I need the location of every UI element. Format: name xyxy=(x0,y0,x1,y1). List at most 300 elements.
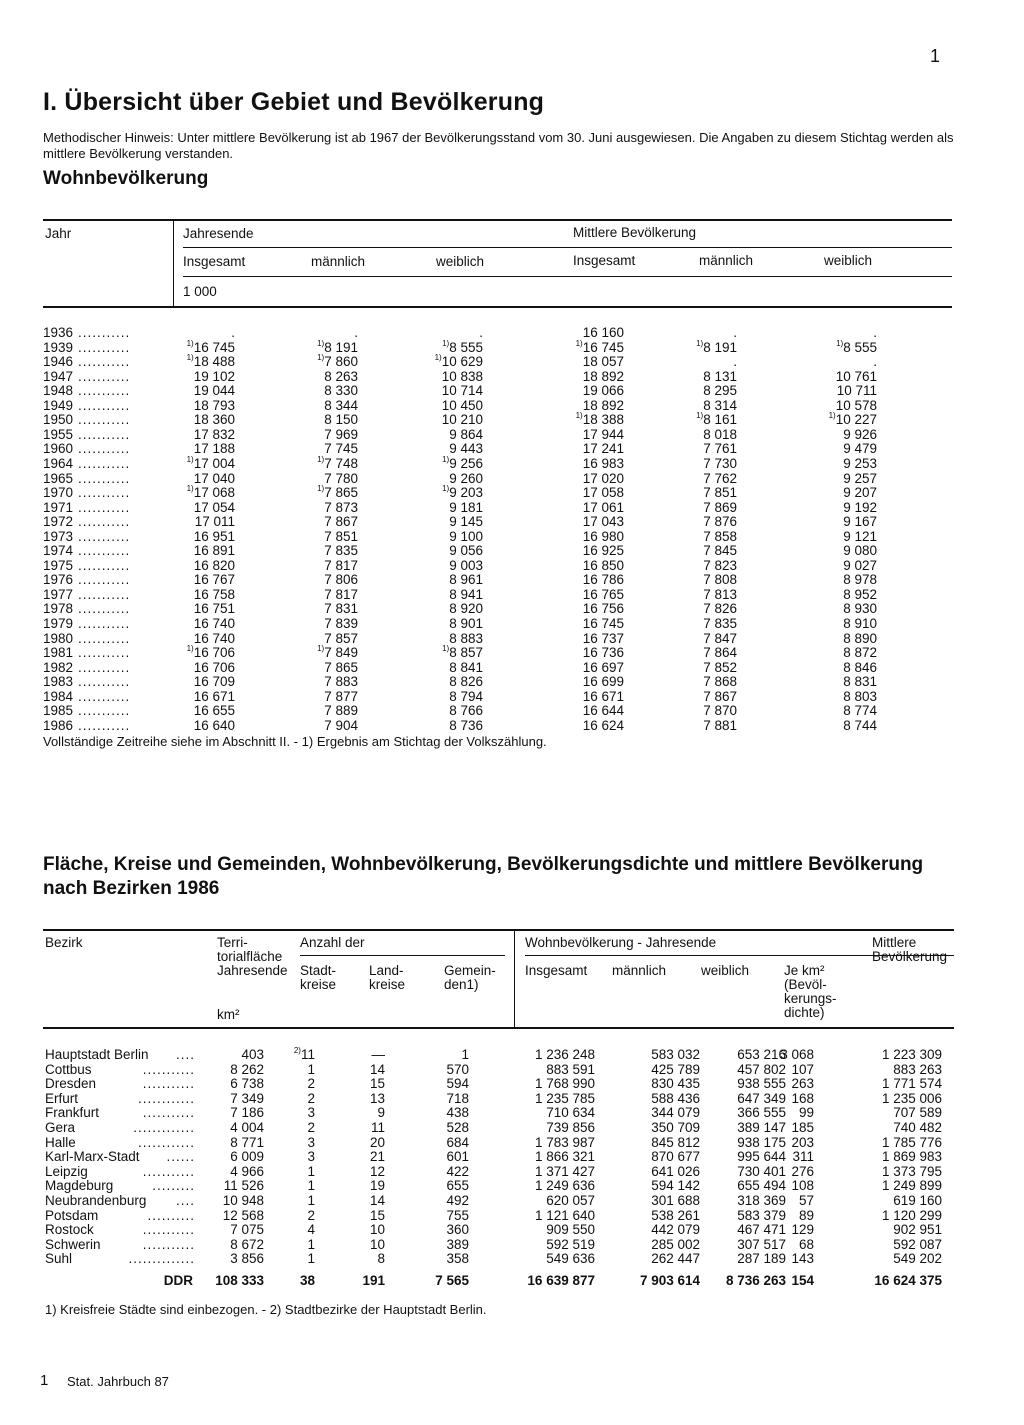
table1-vertical-rule xyxy=(173,221,174,307)
leader-dots: ........... xyxy=(78,485,131,501)
table2-cell-flaeche: 8 771 xyxy=(230,1134,264,1150)
table1-cell-jahresende-maennlich: 7 873 xyxy=(324,499,358,515)
table2-cell-weiblich: 653 216 xyxy=(737,1047,786,1062)
table1-cell-mittlere-maennlich: 7 845 xyxy=(703,543,737,559)
table1-row xyxy=(0,485,1024,499)
table1-header-maennlich-1: männlich xyxy=(311,254,366,269)
table2-cell-stadtkreise: 2 xyxy=(307,1120,315,1135)
table2-header-dichte-3: kerungs- xyxy=(784,991,837,1006)
table2-header-flaeche-3: Jahresende xyxy=(217,963,288,978)
table2-cell-dichte: 154 xyxy=(791,1273,814,1288)
table2-cell-gemeinden: 528 xyxy=(446,1120,469,1135)
table1-footnote: Vollständige Zeitreihe siehe im Abschnitt II. - 1) Ergebnis am Stichtag der Volkszählung. xyxy=(43,734,547,749)
table2-cell-maennlich: 344 079 xyxy=(651,1105,700,1121)
table1-cell-mittlere-insgesamt: 19 066 xyxy=(582,383,624,399)
table2-title-line1: Fläche, Kreise und Gemeinden, Wohnbevölkerung, Bevölkerungsdichte und mittlere Bevölkerung xyxy=(43,854,924,875)
table1-cell-jahresende-weiblich: 10 450 xyxy=(441,397,483,413)
table2-cell-stadtkreise: 1 xyxy=(307,1178,315,1194)
table1-cell-mittlere-insgesamt: 16 925 xyxy=(582,543,624,559)
leader-dots: ........... xyxy=(78,499,131,515)
table2-cell-dichte: 168 xyxy=(791,1090,814,1106)
table2-cell-gemeinden: 358 xyxy=(446,1251,469,1267)
table2-row xyxy=(0,1222,1024,1236)
table1-cell-jahresende-maennlich: 8 344 xyxy=(324,397,358,413)
table1-cell-jahresende-weiblich: $^{1)}$9 256 xyxy=(442,454,483,471)
table1-cell-jahresende-insgesamt: 16 709 xyxy=(193,674,235,690)
table2-row xyxy=(0,1164,1024,1178)
table2-cell-bezirk: Suhl xyxy=(45,1251,73,1267)
table1-cell-jahresende-weiblich: $^{1)}$10 629 xyxy=(434,353,483,370)
table1-cell-mittlere-weiblich: . xyxy=(873,354,877,370)
table1-cell-jahr: 1980 xyxy=(43,630,74,646)
table1-cell-jahresende-weiblich: 8 794 xyxy=(449,688,483,704)
table1-cell-jahresende-weiblich: 9 260 xyxy=(449,470,483,486)
table2-cell-landkreise: 12 xyxy=(369,1163,385,1179)
table1-header-insgesamt-2: Insgesamt xyxy=(573,253,636,268)
table1-cell-jahresende-insgesamt: 19 102 xyxy=(193,368,235,384)
table2-cell-bezirk: Hauptstadt Berlin xyxy=(45,1047,149,1062)
table2-row xyxy=(0,1193,1024,1207)
leader-dots: ........... xyxy=(78,455,131,471)
table1-cell-mittlere-weiblich: 8 846 xyxy=(843,659,877,675)
table1-cell-jahresende-insgesamt: 17 188 xyxy=(193,441,235,457)
table1-header-maennlich-2: männlich xyxy=(699,253,754,268)
table2-cell-gemeinden: 1 xyxy=(461,1047,469,1062)
table2-cell-flaeche: 8 262 xyxy=(230,1061,264,1077)
table2-cell-weiblich: 389 147 xyxy=(737,1120,786,1135)
table1-row xyxy=(0,529,1024,543)
table2-cell-insgesamt: 1 866 321 xyxy=(534,1149,595,1165)
table2-cell-dichte: 185 xyxy=(791,1120,814,1135)
table1-cell-mittlere-insgesamt: 16 671 xyxy=(582,688,624,704)
table1-cell-jahresende-maennlich: 7 865 xyxy=(324,659,358,675)
table1-unit-rule xyxy=(183,276,952,277)
table2-cell-mittlere: 707 589 xyxy=(893,1105,942,1121)
table2-cell-flaeche: 10 948 xyxy=(222,1193,264,1208)
table1-cell-mittlere-insgesamt: 16 697 xyxy=(582,659,624,675)
table1-cell-jahresende-insgesamt: 17 832 xyxy=(193,426,235,442)
table2-header-dichte-2: (Bevöl- xyxy=(784,977,827,992)
table2-cell-weiblich: 938 555 xyxy=(737,1076,786,1092)
table1-cell-jahr: 1955 xyxy=(43,426,74,442)
table2-cell-landkreise: 8 xyxy=(377,1251,385,1267)
table1-cell-jahresende-weiblich: 9 100 xyxy=(449,528,483,544)
table1-cell-jahr: 1977 xyxy=(43,586,74,602)
table1-cell-jahresende-maennlich: 7 835 xyxy=(324,543,358,559)
table2-cell-stadtkreise: $^{2)}$11 xyxy=(293,1046,315,1062)
table2-cell-maennlich: 262 447 xyxy=(651,1251,700,1267)
table2-cell-bezirk: DDR xyxy=(163,1273,193,1288)
table1-row xyxy=(0,616,1024,630)
leader-dots: ........... xyxy=(78,397,131,413)
table2-cell-landkreise: 10 xyxy=(369,1236,385,1252)
table1-cell-jahresende-maennlich: 8 263 xyxy=(324,368,358,384)
table2-cell-mittlere: 883 263 xyxy=(893,1061,942,1077)
table2-cell-landkreise: 13 xyxy=(369,1090,385,1106)
table1-cell-jahresende-maennlich: 7 969 xyxy=(324,426,358,442)
leader-dots: ........... xyxy=(78,325,131,340)
table1-cell-jahresende-weiblich: 8 901 xyxy=(449,616,483,631)
table1-cell-jahr: 1949 xyxy=(43,397,74,413)
table1-row xyxy=(0,340,1024,354)
table1-cell-jahr: 1974 xyxy=(43,543,74,559)
table1-cell-mittlere-maennlich: 7 808 xyxy=(703,572,737,588)
page-number: 1 xyxy=(930,46,941,66)
table2-header-mittlere-2: Bevölkerung xyxy=(872,949,948,964)
leader-dots: ........... xyxy=(78,441,131,457)
table1-cell-jahr: 1981 xyxy=(43,645,74,661)
table2-cell-insgesamt: 909 550 xyxy=(546,1222,595,1238)
table2-header-bottom-rule xyxy=(43,1027,954,1029)
table2-cell-maennlich: 7 903 614 xyxy=(639,1273,700,1288)
table1-header-jahr: Jahr xyxy=(45,226,72,241)
table2-cell-weiblich: 8 736 263 xyxy=(725,1273,786,1288)
table1-top-rule xyxy=(43,219,952,221)
table2-row xyxy=(0,1076,1024,1090)
table2-cell-bezirk: Gera xyxy=(45,1120,76,1135)
leader-dots: ........... xyxy=(78,645,131,661)
table2-cell-insgesamt: 883 591 xyxy=(546,1061,595,1077)
table2-cell-insgesamt: 739 856 xyxy=(546,1120,595,1135)
table2-cell-gemeinden: 594 xyxy=(446,1076,469,1092)
table2-cell-landkreise: 20 xyxy=(369,1134,385,1150)
leader-dots: ........... xyxy=(78,616,131,631)
table1-cell-jahresende-maennlich: 7 745 xyxy=(324,441,358,457)
table2-cell-maennlich: 425 789 xyxy=(651,1061,700,1077)
table1-cell-mittlere-maennlich: 7 867 xyxy=(703,688,737,704)
table1-row xyxy=(0,441,1024,455)
table1-cell-jahresende-insgesamt: 16 767 xyxy=(193,572,235,588)
table2-cell-gemeinden: 7 565 xyxy=(435,1273,469,1288)
leader-dots: ........... xyxy=(78,586,131,602)
table2-cell-mittlere: 619 160 xyxy=(893,1193,942,1208)
table1-cell-jahr: 1978 xyxy=(43,601,74,617)
table1-cell-mittlere-insgesamt: 17 241 xyxy=(582,441,624,457)
table2-cell-mittlere: 592 087 xyxy=(893,1236,942,1252)
leader-dots: ........... xyxy=(78,514,131,530)
table2-anzahl-rule xyxy=(300,955,505,956)
table1-cell-jahresende-maennlich: 7 889 xyxy=(324,703,358,719)
table1-cell-jahresende-maennlich: 7 877 xyxy=(324,688,358,704)
table2-cell-maennlich: 845 812 xyxy=(651,1134,700,1150)
table1-cell-mittlere-weiblich: 8 831 xyxy=(843,674,877,690)
table2-cell-bezirk: Dresden xyxy=(45,1076,97,1092)
leader-dots: ........... xyxy=(78,703,131,719)
table2-cell-flaeche: 3 856 xyxy=(230,1251,264,1267)
table1-cell-mittlere-insgesamt: 16 644 xyxy=(582,703,624,719)
table1-cell-jahr: 1983 xyxy=(43,674,74,690)
table2-cell-stadtkreise: 4 xyxy=(307,1222,315,1238)
table1-cell-jahresende-insgesamt: 16 820 xyxy=(193,557,235,573)
table1-cell-mittlere-maennlich: 7 847 xyxy=(703,630,737,646)
table1-cell-mittlere-weiblich: . xyxy=(873,325,877,340)
table1-cell-jahresende-maennlich: 8 150 xyxy=(324,412,358,428)
table1-header-weiblich-1: weiblich xyxy=(436,254,485,269)
table1-row xyxy=(0,354,1024,368)
leader-dots: ........... xyxy=(142,1076,195,1092)
leader-dots: ........... xyxy=(78,368,131,384)
table2-cell-dichte: 311 xyxy=(792,1149,814,1165)
table2-cell-bezirk: Halle xyxy=(45,1134,76,1150)
table2-cell-mittlere: 1 373 795 xyxy=(881,1163,942,1179)
table2-cell-stadtkreise: 1 xyxy=(307,1061,315,1077)
table1-cell-mittlere-insgesamt: 16 850 xyxy=(582,557,624,573)
table2-title xyxy=(43,853,1003,901)
table1-row xyxy=(0,543,1024,557)
table2-cell-mittlere: 549 202 xyxy=(893,1251,942,1267)
table2-cell-maennlich: 870 677 xyxy=(651,1149,700,1165)
table2-header-stadt-2: kreise xyxy=(300,977,337,992)
table2-cell-landkreise: — xyxy=(371,1047,385,1062)
table1-cell-jahresende-insgesamt: 19 044 xyxy=(193,383,235,399)
leader-dots: ........... xyxy=(78,339,131,355)
table2-header-bezirk: Bezirk xyxy=(45,935,83,950)
table2-cell-mittlere: 740 482 xyxy=(893,1120,942,1135)
table2-cell-landkreise: 11 xyxy=(370,1120,385,1135)
table2-cell-stadtkreise: 3 xyxy=(307,1134,315,1150)
table1-header-jahresende: Jahresende xyxy=(183,226,254,241)
table2-cell-bezirk: Leipzig xyxy=(45,1163,88,1179)
table2-cell-flaeche: 12 568 xyxy=(222,1207,264,1223)
table1-cell-jahr: 1985 xyxy=(43,703,74,719)
table1-cell-mittlere-insgesamt: 16 736 xyxy=(582,645,624,661)
table1-cell-jahr: 1976 xyxy=(43,572,74,588)
table1-cell-mittlere-weiblich: 8 744 xyxy=(843,717,877,733)
leader-dots: ...... xyxy=(166,1149,195,1165)
table2-cell-maennlich: 830 435 xyxy=(651,1076,700,1092)
table1-cell-mittlere-weiblich: 9 253 xyxy=(843,455,877,471)
table2-cell-maennlich: 285 002 xyxy=(651,1236,700,1252)
table1-cell-jahresende-weiblich: 8 826 xyxy=(449,674,483,690)
table1-cell-jahresende-weiblich: $^{1)}$8 555 xyxy=(442,338,483,355)
leader-dots: ........... xyxy=(78,470,131,486)
table1-row xyxy=(0,558,1024,572)
table1-cell-mittlere-weiblich: $^{1)}$10 227 xyxy=(828,411,877,428)
table1-cell-jahresende-insgesamt: 16 640 xyxy=(193,717,235,733)
table1-cell-mittlere-maennlich: 7 881 xyxy=(703,717,737,733)
table1-cell-jahresende-insgesamt: $^{1)}$16 745 xyxy=(186,338,235,355)
table2-cell-gemeinden: 601 xyxy=(446,1149,469,1165)
leader-dots: ........... xyxy=(78,630,131,646)
table1-cell-jahr: 1975 xyxy=(43,557,74,573)
leader-dots: ......... xyxy=(152,1178,195,1194)
table1-cell-jahresende-maennlich: 7 851 xyxy=(324,528,358,544)
table2-cell-gemeinden: 492 xyxy=(446,1193,469,1208)
page-title: I. Übersicht über Gebiet und Bevölkerung xyxy=(43,88,545,116)
table1-cell-mittlere-maennlich: 8 295 xyxy=(703,383,737,399)
leader-dots: ........... xyxy=(78,572,131,588)
table1-cell-jahr: 1971 xyxy=(43,499,74,515)
table1-row xyxy=(0,645,1024,659)
table1-cell-mittlere-weiblich: 9 926 xyxy=(843,426,877,442)
table2-cell-stadtkreise: 2 xyxy=(307,1076,315,1092)
table1-cell-mittlere-maennlich: 7 730 xyxy=(703,455,737,471)
table2-cell-maennlich: 350 709 xyxy=(651,1120,700,1135)
table1-row xyxy=(0,660,1024,674)
leader-dots: ........... xyxy=(78,383,131,399)
table2-cell-landkreise: 15 xyxy=(369,1076,385,1092)
table1-cell-jahresende-weiblich: 8 883 xyxy=(449,630,483,646)
table1-row xyxy=(0,601,1024,615)
table2-cell-mittlere: 1 869 983 xyxy=(881,1149,942,1165)
table2-cell-dichte: 108 xyxy=(791,1178,814,1194)
table1-cell-jahresende-weiblich: 9 443 xyxy=(449,441,483,457)
table1-cell-mittlere-insgesamt: 16 983 xyxy=(582,455,624,471)
table1-cell-jahresende-insgesamt: $^{1)}$17 004 xyxy=(186,454,235,471)
table1-cell-jahr: 1973 xyxy=(43,528,74,544)
table1-row xyxy=(0,427,1024,441)
table2-cell-bezirk: Cottbus xyxy=(45,1061,92,1077)
table1-cell-mittlere-maennlich: . xyxy=(733,354,737,370)
leader-dots: .... xyxy=(175,1047,195,1062)
table1-row xyxy=(0,718,1024,732)
table1-cell-jahresende-maennlich: $^{1)}$7 865 xyxy=(317,484,358,501)
table2-cell-flaeche: 108 333 xyxy=(215,1273,264,1288)
table1-cell-jahr: 1946 xyxy=(43,354,74,370)
table2-cell-dichte: 89 xyxy=(798,1207,814,1223)
table1-unit: 1 000 xyxy=(183,284,217,299)
table1-cell-mittlere-insgesamt: 18 892 xyxy=(582,368,624,384)
leader-dots: ........... xyxy=(78,426,131,442)
leader-dots: ............ xyxy=(137,1090,195,1106)
table1-cell-jahresende-maennlich: 7 857 xyxy=(324,630,358,646)
table1-cell-jahresende-maennlich: $^{1)}$7 860 xyxy=(317,353,358,370)
table2-header-weiblich: weiblich xyxy=(701,963,750,978)
table1-cell-mittlere-maennlich: . xyxy=(733,325,737,340)
table2-cell-stadtkreise: 1 xyxy=(307,1163,315,1179)
table2-header-land-1: Land- xyxy=(369,963,404,978)
table1-cell-jahresende-weiblich: $^{1)}$8 857 xyxy=(442,644,483,661)
table2-cell-gemeinden: 389 xyxy=(446,1236,469,1252)
table1-cell-mittlere-weiblich: 8 872 xyxy=(843,645,877,661)
table1-cell-jahr: 1965 xyxy=(43,470,74,486)
table1-cell-jahresende-insgesamt: $^{1)}$18 488 xyxy=(186,353,235,370)
leader-dots: ........... xyxy=(142,1163,195,1179)
table1-cell-mittlere-insgesamt: 17 043 xyxy=(582,514,624,530)
table2-row xyxy=(0,1149,1024,1163)
table2-cell-landkreise: 10 xyxy=(369,1222,385,1238)
table1-cell-jahr: 1964 xyxy=(43,455,74,471)
table1-cell-jahresende-maennlich: $^{1)}$7 849 xyxy=(317,644,358,661)
table1-cell-mittlere-weiblich: 9 192 xyxy=(843,499,877,515)
table2-cell-gemeinden: 655 xyxy=(446,1178,469,1194)
table1-cell-mittlere-insgesamt: 16 980 xyxy=(582,528,624,544)
table2-cell-insgesamt: 16 639 877 xyxy=(527,1273,595,1288)
table2-cell-stadtkreise: 3 xyxy=(307,1149,315,1165)
footer-page-number: 1 xyxy=(40,1372,49,1389)
table2-cell-gemeinden: 438 xyxy=(446,1105,469,1121)
table1-cell-mittlere-maennlich: 7 852 xyxy=(703,659,737,675)
table1-cell-mittlere-insgesamt: 16 160 xyxy=(582,325,624,340)
table1-cell-mittlere-insgesamt: 17 058 xyxy=(582,485,624,501)
table2-cell-mittlere: 1 785 776 xyxy=(881,1134,942,1150)
table2-cell-maennlich: 594 142 xyxy=(651,1178,700,1194)
table2-footnote: 1) Kreisfreie Städte sind einbezogen. - 2) Stadtbezirke der Hauptstadt Berlin. xyxy=(45,1302,487,1317)
table1-cell-mittlere-weiblich: 8 890 xyxy=(843,630,877,646)
footer-source: Stat. Jahrbuch 87 xyxy=(67,1374,169,1389)
table2-row xyxy=(0,1251,1024,1265)
table1-cell-jahresende-maennlich: 7 839 xyxy=(324,616,358,631)
leader-dots: .............. xyxy=(128,1251,195,1267)
table1-header-weiblich-2: weiblich xyxy=(824,253,873,268)
table1-cell-jahresende-weiblich: 8 766 xyxy=(449,703,483,719)
table2-cell-mittlere: 1 223 309 xyxy=(881,1047,942,1062)
table2-header-flaeche-1: Terri- xyxy=(217,935,248,950)
table2-cell-stadtkreise: 38 xyxy=(299,1273,315,1288)
table2-cell-insgesamt: 1 783 987 xyxy=(534,1134,595,1150)
table1-row xyxy=(0,572,1024,586)
table1-cell-mittlere-maennlich: 7 864 xyxy=(703,645,737,661)
table2-cell-gemeinden: 570 xyxy=(446,1061,469,1077)
table1-cell-mittlere-maennlich: 7 870 xyxy=(703,703,737,719)
table1-cell-mittlere-weiblich: 9 027 xyxy=(843,557,877,573)
table2-cell-gemeinden: 422 xyxy=(446,1163,469,1179)
table2-cell-stadtkreise: 1 xyxy=(307,1236,315,1252)
table2-header-flaeche-unit: km² xyxy=(217,1007,240,1022)
table1-cell-mittlere-maennlich: 7 826 xyxy=(703,601,737,617)
table2-title-line2: nach Bezirken 1986 xyxy=(43,878,220,899)
table2-cell-dichte: 107 xyxy=(791,1061,814,1077)
table2-row xyxy=(0,1105,1024,1119)
table1-row xyxy=(0,369,1024,383)
table1-cell-mittlere-insgesamt: 18 892 xyxy=(582,397,624,413)
table1-row xyxy=(0,412,1024,426)
table1-cell-mittlere-insgesamt: 17 944 xyxy=(582,426,624,442)
table1-cell-jahresende-weiblich: 8 920 xyxy=(449,601,483,617)
leader-dots: ........... xyxy=(142,1105,195,1121)
table2-cell-insgesamt: 592 519 xyxy=(546,1236,595,1252)
table2-cell-bezirk: Karl-Marx-Stadt xyxy=(45,1149,140,1165)
table2-cell-maennlich: 538 261 xyxy=(651,1207,700,1223)
table2-row xyxy=(0,1047,1024,1061)
table1-row xyxy=(0,456,1024,470)
table1-cell-jahr: 1950 xyxy=(43,412,74,428)
table2-vertical-rule xyxy=(514,931,515,1027)
leader-dots: ........... xyxy=(78,528,131,544)
table1-cell-mittlere-weiblich: 8 930 xyxy=(843,601,877,617)
table1-cell-jahresende-maennlich: 7 806 xyxy=(324,572,358,588)
table1-cell-jahresende-insgesamt: 17 040 xyxy=(193,470,235,486)
table2-cell-flaeche: 403 xyxy=(241,1047,264,1062)
table1-cell-jahresende-weiblich: 10 210 xyxy=(441,412,483,428)
table2-cell-weiblich: 307 517 xyxy=(737,1236,786,1252)
leader-dots: ........... xyxy=(142,1061,195,1077)
table2-cell-maennlich: 583 032 xyxy=(651,1047,700,1062)
table1-cell-jahresende-weiblich: 9 864 xyxy=(449,426,483,442)
table2-cell-weiblich: 318 369 xyxy=(737,1193,786,1208)
leader-dots: ........... xyxy=(78,543,131,559)
table1-sub-rule xyxy=(183,247,952,248)
table2-cell-flaeche: 4 004 xyxy=(230,1120,264,1135)
table2-cell-bezirk: Neubrandenburg xyxy=(45,1193,147,1208)
table1-row xyxy=(0,383,1024,397)
leader-dots: ........... xyxy=(78,354,131,370)
leader-dots: ............. xyxy=(133,1120,195,1135)
table1-cell-mittlere-maennlich: 8 314 xyxy=(703,397,737,413)
table1-cell-mittlere-insgesamt: 18 057 xyxy=(582,354,624,370)
table1-cell-mittlere-maennlich: 7 762 xyxy=(703,470,737,486)
table1-cell-mittlere-weiblich: 9 257 xyxy=(843,470,877,486)
table1-cell-mittlere-weiblich: 10 578 xyxy=(835,397,877,413)
table1-title: Wohnbevölkerung xyxy=(43,168,209,189)
table2-cell-stadtkreise: 1 xyxy=(307,1251,315,1267)
table1-cell-mittlere-maennlich: $^{1)}$8 191 xyxy=(696,338,737,355)
table2-cell-bezirk: Magdeburg xyxy=(45,1178,114,1194)
table1-row xyxy=(0,703,1024,717)
table1-cell-jahr: 1948 xyxy=(43,383,74,399)
table1-cell-jahresende-maennlich: 7 817 xyxy=(324,586,358,602)
table2-cell-dichte: 129 xyxy=(791,1222,814,1238)
